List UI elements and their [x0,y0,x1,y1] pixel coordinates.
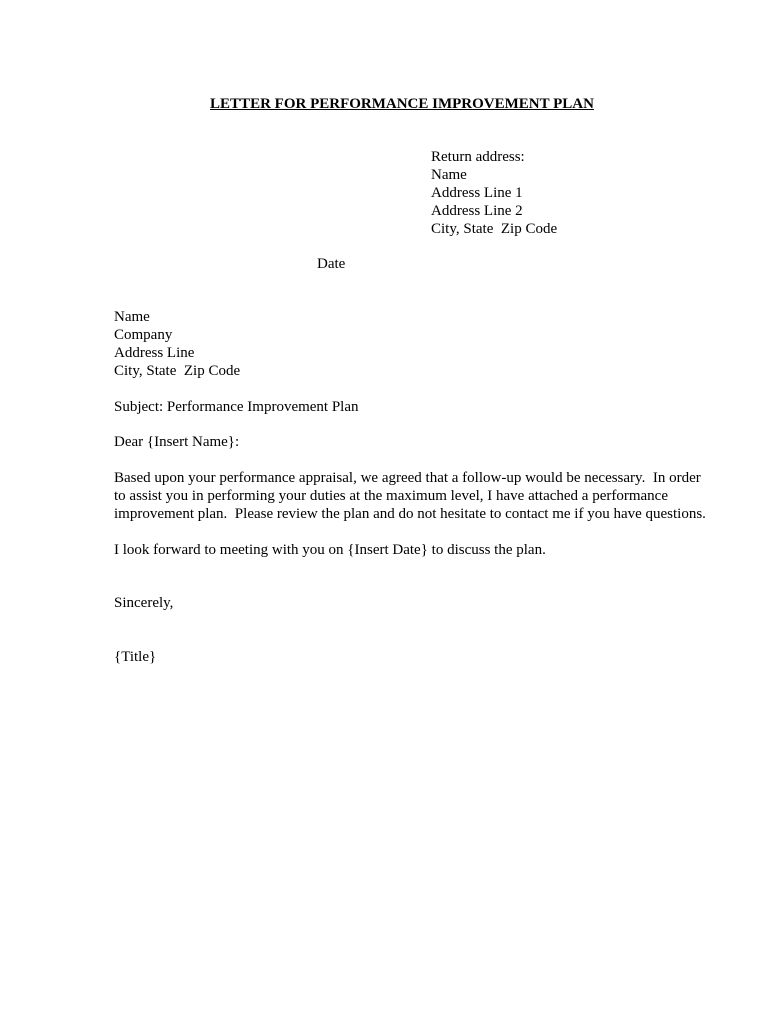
recipient-city-state-zip: City, State Zip Code [114,363,241,379]
return-address-block [431,148,557,238]
recipient-address-line: Address Line [114,345,195,361]
document-title: LETTER FOR PERFORMANCE IMPROVEMENT PLAN [210,96,594,112]
recipient-name: Name [114,309,150,325]
body-line: improvement plan. Please review the plan and do not hesitate to contact me if you have questions. [114,506,706,522]
signoff: Sincerely, [114,595,174,611]
recipient-address-block [114,308,240,380]
salutation: Dear {Insert Name}: [114,434,240,450]
return-address-name: Name [431,167,467,183]
body-line: Based upon your performance appraisal, we agreed that a follow-up would be necessary. In order [114,470,701,486]
return-address-line-2: Address Line 2 [431,203,523,219]
return-address-label: Return address: [431,149,525,165]
recipient-company: Company [114,327,173,343]
return-address-city-state-zip: City, State Zip Code [431,221,558,237]
letter-date: Date [317,256,346,272]
subject-line: Subject: Performance Improvement Plan [114,399,359,415]
body-paragraph [114,469,704,523]
closing-paragraph: I look forward to meeting with you on {Insert Date} to discuss the plan. [114,542,546,558]
body-line: to assist you in performing your duties at the maximum level, I have attached a performance [114,488,668,504]
signature-title: {Title} [114,649,157,665]
return-address-line-1: Address Line 1 [431,185,523,201]
